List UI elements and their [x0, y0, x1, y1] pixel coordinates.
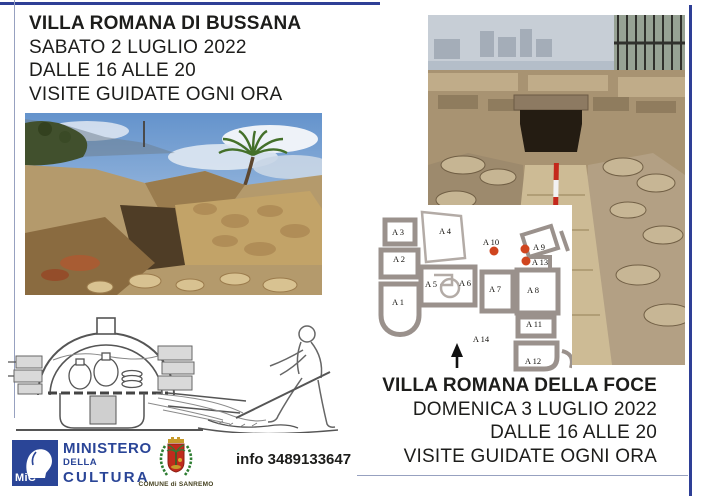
ministry-line-1: MINISTERO [63, 440, 152, 457]
bussana-date: SABATO 2 LUGLIO 2022 [29, 36, 247, 58]
plan-room-label-a3: A 3 [391, 227, 405, 237]
bussana-info-block [29, 12, 301, 106]
bussana-title: VILLA ROMANA DI BUSSANA [29, 13, 302, 34]
plan-room-label-a10: A 10 [482, 237, 500, 247]
foce-title: VILLA ROMANA DELLA FOCE [382, 375, 657, 396]
fence-railing [614, 15, 685, 73]
plan-room-label-a14: A 14 [472, 334, 490, 344]
right-border-rule [689, 5, 692, 496]
foce-info-block [382, 374, 657, 468]
plan-room-label-a2: A 2 [392, 254, 406, 264]
info-phone: info 3489133647 [236, 451, 352, 468]
ministry-line-2: DELLA [63, 457, 98, 468]
plan-excavation-dot-2 [521, 245, 530, 254]
foce-hours: DALLE 16 ALLE 20 [490, 422, 657, 443]
top-border-rule [0, 2, 380, 5]
sanremo-caption: COMUNE di SANREMO [138, 481, 214, 488]
comune-sanremo-logo [130, 436, 222, 488]
plan-excavation-dot-1 [490, 247, 499, 256]
sanremo-crest-icon [157, 436, 195, 480]
foce-visits: VISITE GUIDATE OGNI ORA [403, 445, 657, 467]
bussana-ruins-photo [25, 113, 322, 295]
kiln-sketch-drawing [8, 298, 338, 433]
plan-labels-overlay [358, 205, 572, 372]
bussana-visits: VISITE GUIDATE OGNI ORA [29, 83, 283, 105]
plan-room-label-a7: A 7 [488, 284, 502, 294]
plan-room-label-a5: A 5 [424, 279, 438, 289]
tunnel-opening [520, 110, 582, 152]
kiln-worker-figure [236, 326, 335, 427]
plan-room-label-a1: A 1 [391, 297, 405, 307]
smoke-flame-lines [148, 394, 266, 424]
foce-site-plan [358, 205, 572, 372]
plan-room-label-a9: A 9 [532, 242, 546, 252]
plan-room-label-a6: A 6 [458, 278, 472, 288]
ministry-line-3: CULTURA [63, 468, 150, 486]
foce-date: DOMENICA 3 LUGLIO 2022 [412, 398, 657, 420]
mic-acronym: MiC [15, 472, 37, 484]
amphorae-in-kiln [69, 353, 142, 389]
plan-room-label-a11: A 11 [526, 319, 542, 329]
bussana-hours: DALLE 16 ALLE 20 [29, 60, 196, 81]
plan-room-label-a12: A 12 [524, 356, 542, 366]
mic-ministry-logo [12, 440, 58, 486]
plan-room-label-a4: A 4 [438, 226, 452, 236]
plan-excavation-dot-3 [522, 257, 531, 266]
plan-room-label-a8: A 8 [526, 285, 540, 295]
plan-room-label-a13: A 13 [531, 257, 549, 267]
bottom-border-rule [357, 475, 688, 476]
